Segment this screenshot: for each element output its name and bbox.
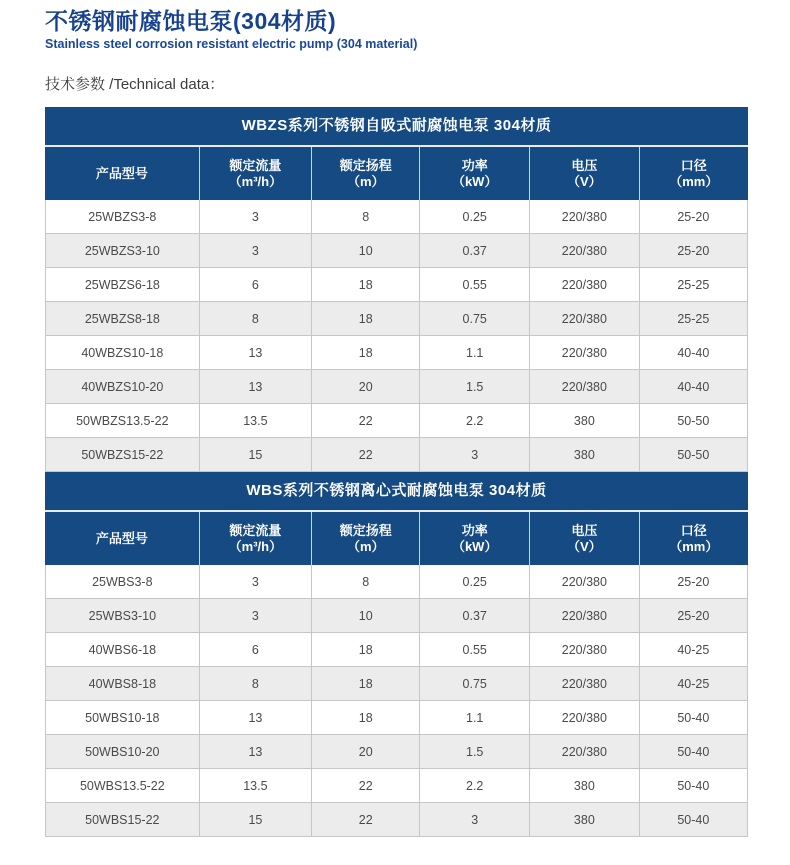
pump-table (45, 107, 748, 472)
table-cell: 18 (312, 667, 420, 701)
column-header (200, 512, 312, 565)
table-cell: 50WBS10-18 (45, 701, 200, 735)
table-cell: 3 (420, 803, 530, 837)
table-row (45, 701, 748, 735)
table-cell: 220/380 (530, 302, 640, 336)
table-cell: 50-50 (640, 404, 748, 438)
tables-container (45, 107, 748, 837)
column-name: 电压 (571, 522, 598, 538)
table-cell: 50-40 (640, 803, 748, 837)
table-cell: 25-25 (640, 268, 748, 302)
table-cell: 15 (200, 438, 312, 472)
table-cell: 18 (312, 302, 420, 336)
table-cell: 220/380 (530, 667, 640, 701)
table-body (45, 565, 748, 837)
column-name: 电压 (571, 157, 598, 173)
table-cell: 8 (200, 667, 312, 701)
table-cell: 40-40 (640, 370, 748, 404)
column-header (200, 147, 312, 200)
table-cell: 220/380 (530, 701, 640, 735)
table-cell: 25WBZS3-10 (45, 234, 200, 268)
table-row (45, 599, 748, 633)
table-cell: 0.55 (420, 268, 530, 302)
column-header (45, 512, 200, 565)
table-cell: 20 (312, 735, 420, 769)
table-cell: 25-20 (640, 234, 748, 268)
table-cell: 1.5 (420, 735, 530, 769)
table-title: WBS系列不锈钢离心式耐腐蚀电泵 304材质 (45, 472, 748, 510)
table-cell: 220/380 (530, 200, 640, 234)
table-cell: 220/380 (530, 268, 640, 302)
column-name: 功率 (461, 157, 488, 173)
table-cell: 3 (200, 565, 312, 599)
table-cell: 13.5 (200, 404, 312, 438)
table-cell: 25WBS3-8 (45, 565, 200, 599)
table-row (45, 633, 748, 667)
table-row (45, 735, 748, 769)
table-cell: 50-40 (640, 769, 748, 803)
table-cell: 13 (200, 735, 312, 769)
table-cell: 40WBZS10-18 (45, 336, 200, 370)
table-cell: 2.2 (420, 404, 530, 438)
table-cell: 220/380 (530, 565, 640, 599)
table-cell: 3 (200, 200, 312, 234)
table-cell: 18 (312, 268, 420, 302)
table-cell: 1.5 (420, 370, 530, 404)
table-cell: 25WBZS8-18 (45, 302, 200, 336)
table-row (45, 370, 748, 404)
table-cell: 380 (530, 438, 640, 472)
table-cell: 10 (312, 599, 420, 633)
column-unit: （m³/h） (228, 173, 283, 189)
table-cell: 22 (312, 803, 420, 837)
column-name: 额定流量 (229, 522, 282, 538)
table-cell: 6 (200, 633, 312, 667)
table-cell: 40WBS6-18 (45, 633, 200, 667)
table-cell: 380 (530, 769, 640, 803)
column-header (530, 147, 640, 200)
column-name: 口径 (680, 157, 707, 173)
column-name: 额定流量 (229, 157, 282, 173)
table-cell: 0.37 (420, 234, 530, 268)
table-cell: 22 (312, 769, 420, 803)
table-cell: 50WBS13.5-22 (45, 769, 200, 803)
table-cell: 380 (530, 404, 640, 438)
column-header (312, 512, 420, 565)
column-header (312, 147, 420, 200)
table-cell: 40WBZS10-20 (45, 370, 200, 404)
table-cell: 22 (312, 438, 420, 472)
table-cell: 220/380 (530, 599, 640, 633)
column-name: 额定扬程 (339, 157, 392, 173)
table-cell: 50-40 (640, 701, 748, 735)
table-cell: 18 (312, 633, 420, 667)
table-cell: 25-20 (640, 599, 748, 633)
table-cell: 50WBS10-20 (45, 735, 200, 769)
table-cell: 8 (312, 200, 420, 234)
table-cell: 22 (312, 404, 420, 438)
table-cell: 220/380 (530, 234, 640, 268)
table-cell: 18 (312, 336, 420, 370)
table-cell: 40-25 (640, 633, 748, 667)
table-cell: 13 (200, 336, 312, 370)
table-cell: 25-25 (640, 302, 748, 336)
column-name: 额定扬程 (339, 522, 392, 538)
column-header (420, 147, 530, 200)
table-header-row (45, 145, 748, 200)
column-unit: （m） (346, 173, 385, 189)
table-cell: 13 (200, 370, 312, 404)
column-header (45, 147, 200, 200)
table-header-row (45, 510, 748, 565)
column-header (420, 512, 530, 565)
table-cell: 40WBS8-18 (45, 667, 200, 701)
table-row (45, 438, 748, 472)
table-cell: 20 (312, 370, 420, 404)
table-cell: 25WBS3-10 (45, 599, 200, 633)
table-cell: 2.2 (420, 769, 530, 803)
column-name: 口径 (680, 522, 707, 538)
column-unit: （kW） (451, 173, 498, 189)
column-unit: （mm） (669, 173, 719, 189)
column-name: 功率 (461, 522, 488, 538)
table-cell: 1.1 (420, 336, 530, 370)
table-cell: 8 (200, 302, 312, 336)
table-cell: 25-20 (640, 200, 748, 234)
table-row (45, 803, 748, 837)
table-cell: 50WBS15-22 (45, 803, 200, 837)
table-cell: 0.25 (420, 200, 530, 234)
table-cell: 220/380 (530, 336, 640, 370)
table-cell: 3 (200, 599, 312, 633)
table-row (45, 234, 748, 268)
table-cell: 3 (420, 438, 530, 472)
column-name: 产品型号 (95, 530, 148, 546)
table-cell: 0.55 (420, 633, 530, 667)
column-header (640, 512, 748, 565)
column-unit: （mm） (669, 538, 719, 554)
table-row (45, 302, 748, 336)
column-unit: （V） (567, 173, 602, 189)
table-row (45, 200, 748, 234)
table-cell: 13 (200, 701, 312, 735)
table-cell: 1.1 (420, 701, 530, 735)
table-row (45, 769, 748, 803)
table-cell: 13.5 (200, 769, 312, 803)
table-cell: 380 (530, 803, 640, 837)
table-cell: 0.75 (420, 667, 530, 701)
table-cell: 25WBZS3-8 (45, 200, 200, 234)
column-name: 产品型号 (95, 165, 148, 181)
column-unit: （m） (346, 538, 385, 554)
table-cell: 50-40 (640, 735, 748, 769)
table-cell: 40-25 (640, 667, 748, 701)
table-cell: 0.25 (420, 565, 530, 599)
table-cell: 15 (200, 803, 312, 837)
table-cell: 6 (200, 268, 312, 302)
table-cell: 10 (312, 234, 420, 268)
column-header (530, 512, 640, 565)
table-body (45, 200, 748, 472)
table-cell: 50WBZS13.5-22 (45, 404, 200, 438)
table-row (45, 404, 748, 438)
column-header (640, 147, 748, 200)
table-cell: 50-50 (640, 438, 748, 472)
table-row (45, 667, 748, 701)
table-cell: 50WBZS15-22 (45, 438, 200, 472)
table-cell: 0.75 (420, 302, 530, 336)
table-cell: 220/380 (530, 633, 640, 667)
column-unit: （m³/h） (228, 538, 283, 554)
table-cell: 3 (200, 234, 312, 268)
table-row (45, 336, 748, 370)
table-cell: 25-20 (640, 565, 748, 599)
table-cell: 0.37 (420, 599, 530, 633)
table-row (45, 565, 748, 599)
column-unit: （V） (567, 538, 602, 554)
table-cell: 25WBZS6-18 (45, 268, 200, 302)
column-unit: （kW） (451, 538, 498, 554)
table-cell: 220/380 (530, 370, 640, 404)
pump-table (45, 472, 748, 837)
table-cell: 18 (312, 701, 420, 735)
table-cell: 220/380 (530, 735, 640, 769)
technical-data-label: 技术参数 /Technical data： (45, 76, 225, 93)
page-subtitle: Stainless steel corrosion resistant electric pump (304 material) (45, 37, 418, 51)
table-cell: 40-40 (640, 336, 748, 370)
table-cell: 8 (312, 565, 420, 599)
table-row (45, 268, 748, 302)
page-title: 不锈钢耐腐蚀电泵(304材质) (45, 8, 337, 34)
table-title: WBZS系列不锈钢自吸式耐腐蚀电泵 304材质 (45, 107, 748, 145)
